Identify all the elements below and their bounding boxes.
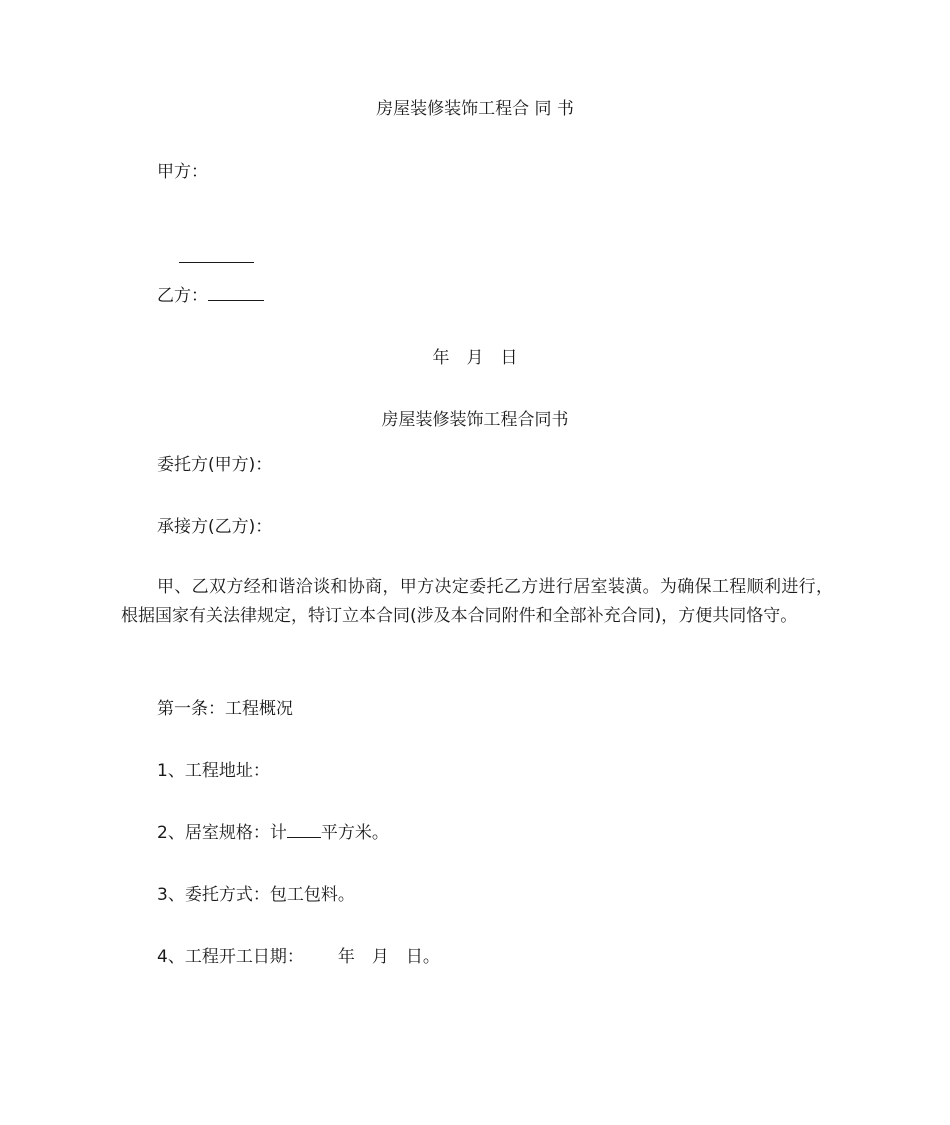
item-room-size-prefix: 2、居室规格：计 — [157, 823, 287, 843]
party-a-label: 甲方： — [157, 162, 208, 182]
item-commission-method: 3、委托方式：包工包料。 — [157, 885, 355, 905]
party-b-line — [157, 284, 264, 308]
item-start-date — [157, 945, 440, 969]
item-start-date-prefix: 4、工程开工日期： — [157, 947, 304, 967]
item-address: 1、工程地址： — [157, 761, 270, 781]
item-room-size-suffix: 平方米。 — [320, 823, 389, 843]
blank-underline — [179, 246, 254, 263]
party-b-label: 乙方： — [157, 286, 208, 306]
contractor-label: 承接方(乙方)： — [157, 517, 273, 537]
article-1-title: 第一条：工程概况 — [157, 699, 293, 719]
blank-underline — [287, 821, 321, 838]
item-room-size — [157, 821, 389, 845]
item-start-date-suffix: 年 月 日。 — [337, 947, 440, 967]
cover-date: 年 月 日 — [432, 348, 518, 368]
preamble-paragraph: 甲、乙双方经和谐洽谈和协商，甲方决定委托乙方进行居室装潢。为确保工程顺利进行，根据国家有关法律规定，特订立本合同(涉及本合同附件和全部补充合同)，方便共同恪守。 — [121, 577, 833, 626]
cover-title: 房屋装修装饰工程合 同 书 — [376, 99, 574, 119]
client-label: 委托方(甲方)： — [157, 455, 273, 475]
blank-underline — [208, 284, 264, 301]
contract-title: 房屋装修装饰工程合同书 — [381, 410, 569, 430]
